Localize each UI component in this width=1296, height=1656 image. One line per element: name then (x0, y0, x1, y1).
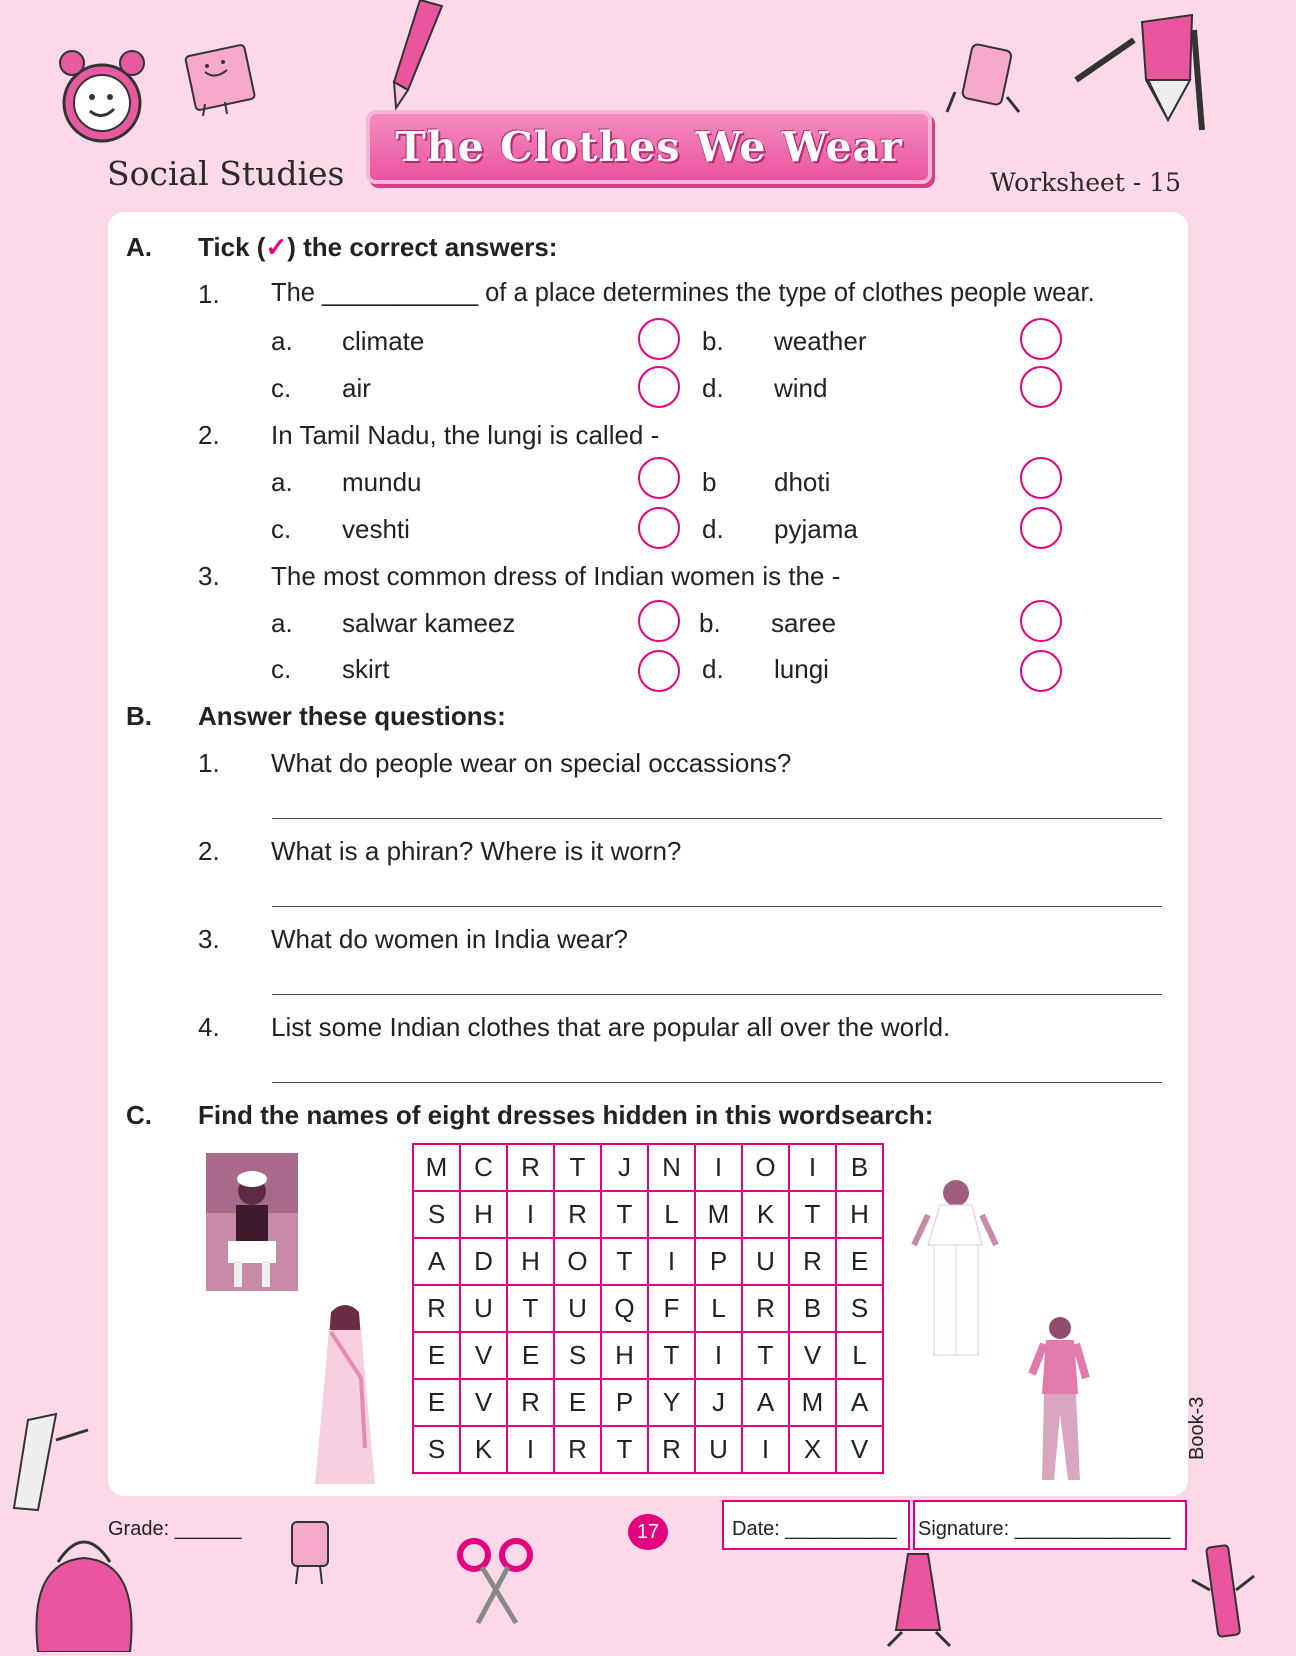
grid-cell[interactable]: Y (648, 1379, 695, 1426)
pen-icon (1188, 1540, 1258, 1650)
wordsearch-grid (412, 1143, 884, 1474)
section-c-heading: Find the names of eight dresses hidden in this wordsearch: (198, 1100, 934, 1130)
grid-cell[interactable]: E (507, 1332, 554, 1379)
grid-row (413, 1285, 883, 1332)
grid-cell[interactable]: S (554, 1332, 601, 1379)
answer-line[interactable] (272, 1082, 1162, 1083)
grid-cell[interactable]: R (789, 1238, 836, 1285)
grid-cell[interactable]: L (648, 1191, 695, 1238)
question-number: 2. (198, 836, 220, 866)
answer-circle[interactable] (638, 318, 680, 360)
q2-text: In Tamil Nadu, the lungi is called - (271, 420, 660, 450)
grade-field[interactable]: Grade: ______ (108, 1518, 242, 1540)
book-label: Book-3 (1186, 1396, 1208, 1460)
option-label: c. (271, 373, 292, 403)
grid-row (413, 1332, 883, 1379)
option-label: b. (702, 326, 724, 356)
date-box[interactable] (722, 1500, 910, 1550)
grid-cell[interactable]: B (789, 1285, 836, 1332)
signature-box[interactable] (913, 1500, 1187, 1550)
sharpener-icon (284, 1516, 344, 1588)
grid-cell[interactable]: T (601, 1426, 648, 1473)
page-title: The Clothes We Wear (395, 123, 903, 171)
q2-number: 2. (198, 420, 220, 450)
grid-cell[interactable]: E (413, 1379, 460, 1426)
answer-circle[interactable] (1020, 600, 1062, 642)
grid-cell[interactable]: I (648, 1238, 695, 1285)
grid-cell[interactable]: I (789, 1144, 836, 1191)
option-text: wind (774, 373, 828, 403)
question-number: 1. (198, 748, 220, 778)
grid-cell[interactable]: I (507, 1426, 554, 1473)
pencil-face-icon (1072, 10, 1212, 135)
option-label: b. (699, 608, 721, 638)
question-text: What do people wear on special occassions? (271, 748, 792, 778)
option-label: a. (271, 326, 293, 356)
answer-circle[interactable] (638, 650, 680, 692)
grid-cell[interactable]: H (601, 1332, 648, 1379)
grid-cell[interactable]: E (554, 1379, 601, 1426)
tick-icon: ✓ (265, 232, 288, 262)
answer-circle[interactable] (1020, 318, 1062, 360)
option-text: salwar kameez (342, 608, 516, 638)
option-text: lungi (774, 654, 829, 684)
grid-cell[interactable]: V (789, 1332, 836, 1379)
grid-cell[interactable]: J (601, 1144, 648, 1191)
option-label: c. (271, 654, 292, 684)
question-number: 4. (198, 1012, 220, 1042)
grid-cell[interactable]: R (507, 1144, 554, 1191)
grid-cell[interactable]: R (507, 1379, 554, 1426)
option-label: d. (702, 654, 724, 684)
option-label: a. (271, 608, 293, 638)
grid-cell[interactable]: S (413, 1191, 460, 1238)
answer-circle[interactable] (638, 457, 680, 499)
grid-cell[interactable]: T (601, 1191, 648, 1238)
grid-cell[interactable]: I (695, 1144, 742, 1191)
grid-cell[interactable]: O (554, 1238, 601, 1285)
grid-cell[interactable]: A (413, 1238, 460, 1285)
option-label: b (702, 467, 717, 497)
grid-cell[interactable]: R (554, 1191, 601, 1238)
q3-number: 3. (198, 561, 220, 591)
grid-cell[interactable]: V (460, 1379, 507, 1426)
grid-cell[interactable]: U (742, 1238, 789, 1285)
man-in-mundu-photo (910, 1175, 1000, 1360)
pencil-icon (380, 0, 450, 110)
signature-field[interactable]: Signature: ______________ (918, 1518, 1171, 1540)
section-b-letter: B. (126, 701, 152, 731)
grid-cell[interactable]: P (695, 1238, 742, 1285)
option-label: d. (702, 514, 724, 544)
grid-cell[interactable]: J (695, 1379, 742, 1426)
grid-row (413, 1191, 883, 1238)
section-a-heading: Tick (✓) the correct answers: (198, 232, 558, 262)
grid-cell[interactable]: S (836, 1285, 883, 1332)
answer-circle[interactable] (1020, 366, 1062, 408)
question-text: What do women in India wear? (271, 924, 628, 954)
grid-cell[interactable]: R (648, 1426, 695, 1473)
grid-cell[interactable]: V (460, 1332, 507, 1379)
grid-cell[interactable]: I (742, 1426, 789, 1473)
grid-cell[interactable]: Q (601, 1285, 648, 1332)
crayon-icon (884, 1550, 954, 1650)
grid-cell[interactable]: T (742, 1332, 789, 1379)
subject-label: Social Studies (107, 154, 345, 193)
option-label: c. (271, 514, 292, 544)
grid-cell[interactable]: I (695, 1332, 742, 1379)
option-text: saree (771, 608, 837, 638)
grid-cell[interactable]: K (742, 1191, 789, 1238)
grid-cell[interactable]: R (554, 1426, 601, 1473)
grid-cell[interactable]: U (695, 1426, 742, 1473)
woman-in-saree-photo (305, 1298, 385, 1486)
scissors-icon (456, 1535, 536, 1627)
grid-cell[interactable]: H (836, 1191, 883, 1238)
grid-cell[interactable]: T (601, 1238, 648, 1285)
grid-cell[interactable]: B (836, 1144, 883, 1191)
option-text: dhoti (774, 467, 831, 497)
grid-cell[interactable]: M (695, 1191, 742, 1238)
bag-icon (18, 1522, 148, 1652)
grid-cell[interactable]: S (413, 1426, 460, 1473)
grid-row (413, 1238, 883, 1285)
section-c-letter: C. (126, 1100, 152, 1130)
man-in-dhoti-photo (206, 1153, 298, 1291)
title-banner (366, 110, 932, 184)
grid-row (413, 1379, 883, 1426)
option-text: pyjama (774, 514, 858, 544)
grid-cell[interactable]: T (507, 1285, 554, 1332)
answer-circle[interactable] (1020, 507, 1062, 549)
eraser-icon (945, 42, 1025, 122)
option-text: skirt (342, 654, 390, 684)
page-number: 17 (628, 1514, 668, 1550)
answer-circle[interactable] (638, 507, 680, 549)
answer-circle[interactable] (638, 366, 680, 408)
option-text: weather (774, 326, 867, 356)
option-text: climate (342, 326, 425, 356)
grid-row (413, 1144, 883, 1191)
worksheet-number: Worksheet - 15 (990, 168, 1181, 197)
grid-cell[interactable]: H (507, 1238, 554, 1285)
grid-cell[interactable]: X (789, 1426, 836, 1473)
question-text: What is a phiran? Where is it worn? (271, 836, 682, 866)
q3-text: The most common dress of Indian women is the - (271, 561, 841, 591)
question-number: 3. (198, 924, 220, 954)
grid-cell[interactable]: U (554, 1285, 601, 1332)
grid-cell[interactable]: N (648, 1144, 695, 1191)
answer-circle[interactable] (1020, 457, 1062, 499)
answer-circle[interactable] (638, 600, 680, 642)
option-text: veshti (342, 514, 410, 544)
question-text: List some Indian clothes that are popular all over the world. (271, 1012, 951, 1042)
answer-line[interactable] (272, 906, 1162, 907)
grid-cell[interactable]: V (836, 1426, 883, 1473)
section-b-heading: Answer these questions: (198, 701, 506, 731)
notebook-icon (175, 42, 265, 122)
answer-line[interactable] (272, 994, 1162, 995)
grid-cell[interactable]: K (460, 1426, 507, 1473)
grid-cell[interactable]: D (460, 1238, 507, 1285)
grid-cell[interactable]: P (601, 1379, 648, 1426)
grid-cell[interactable]: T (789, 1191, 836, 1238)
grid-cell[interactable]: R (413, 1285, 460, 1332)
option-label: a. (271, 467, 293, 497)
grid-cell[interactable]: U (460, 1285, 507, 1332)
grid-cell[interactable]: T (554, 1144, 601, 1191)
grid-cell[interactable]: O (742, 1144, 789, 1191)
answer-line[interactable] (272, 818, 1162, 819)
grid-cell[interactable]: C (460, 1144, 507, 1191)
grid-cell[interactable]: F (648, 1285, 695, 1332)
grid-cell[interactable]: E (836, 1238, 883, 1285)
section-a-letter: A. (126, 232, 152, 262)
grid-cell[interactable]: L (836, 1332, 883, 1379)
alarm-clock-icon (52, 45, 152, 155)
grid-cell[interactable]: E (413, 1332, 460, 1379)
grid-cell[interactable]: L (695, 1285, 742, 1332)
grid-cell[interactable]: T (648, 1332, 695, 1379)
grid-cell[interactable]: H (460, 1191, 507, 1238)
grid-cell[interactable]: A (836, 1379, 883, 1426)
q1-number: 1. (198, 279, 220, 309)
grid-cell[interactable]: I (507, 1191, 554, 1238)
option-text: mundu (342, 467, 422, 497)
answer-circle[interactable] (1020, 650, 1062, 692)
date-field[interactable]: Date: __________ (732, 1518, 897, 1540)
ruler-icon (8, 1410, 98, 1530)
grid-cell[interactable]: M (413, 1144, 460, 1191)
q1-text: The ___________ of a place determines the type of clothes people wear. (271, 279, 1095, 307)
grid-cell[interactable]: R (742, 1285, 789, 1332)
grid-cell[interactable]: M (789, 1379, 836, 1426)
man-in-shirt-photo (1022, 1314, 1094, 1486)
grid-row (413, 1426, 883, 1473)
option-label: d. (702, 373, 724, 403)
option-text: air (342, 373, 371, 403)
grid-cell[interactable]: A (742, 1379, 789, 1426)
